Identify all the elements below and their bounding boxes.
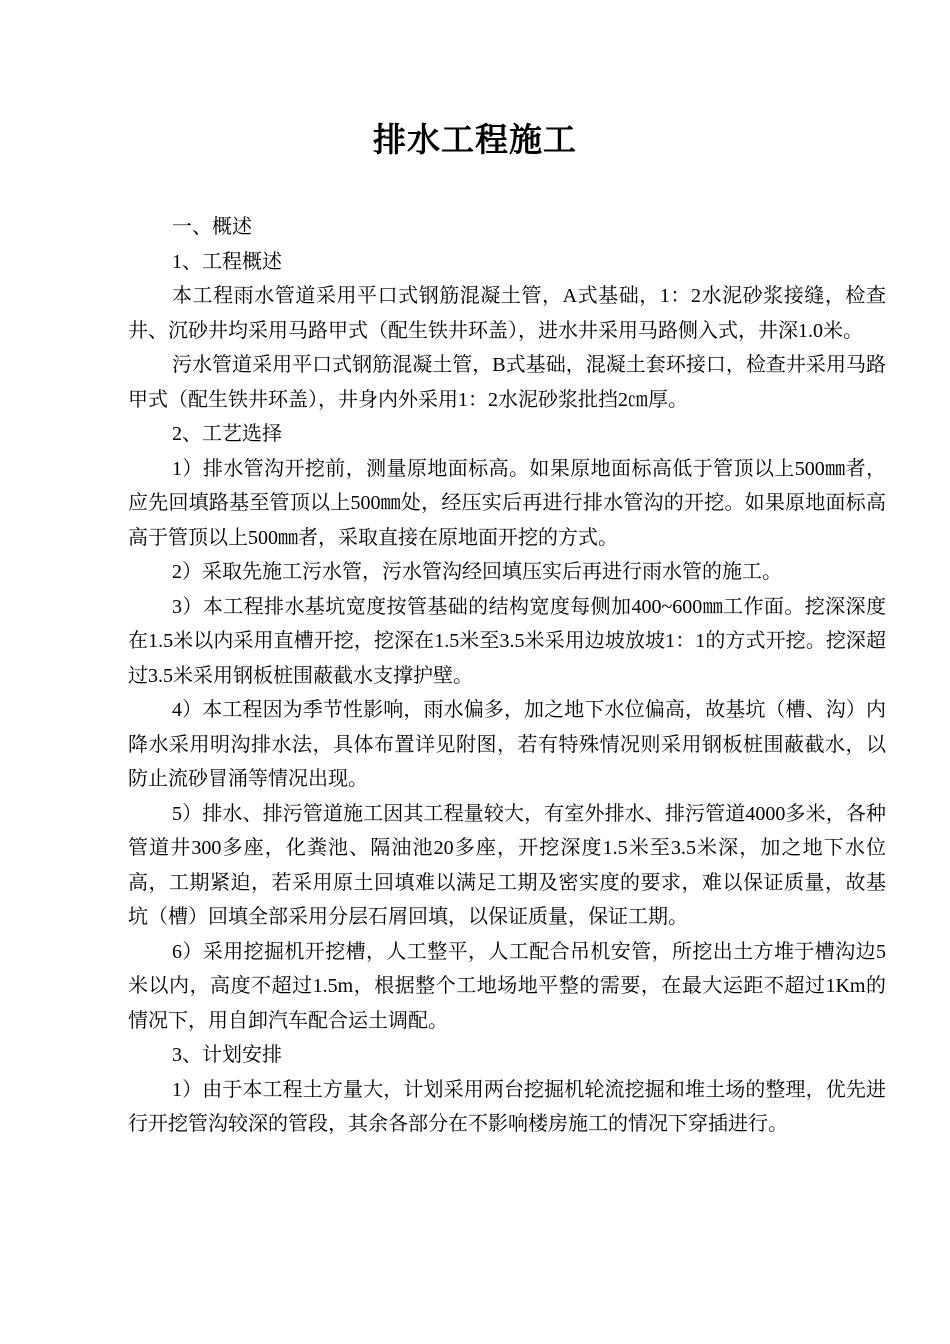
section-heading-overview: 一、概述	[172, 216, 252, 238]
list-item-process-2: 2）采取先施工污水管，污水管沟经回填压实后再进行雨水管的施工。	[172, 561, 782, 583]
subsection-heading-process-selection: 2、工艺选择	[172, 423, 282, 445]
list-item-process-1: 1）排水管沟开挖前，测量原地面标高。如果原地面标高低于管顶以上500㎜者，应先回填路基至管顶以上500㎜处，经压实后再进行排水管沟的开挖。如果原地面标高高于管顶以上500㎜者，采取直接在原地面开挖的方式。	[128, 457, 886, 549]
list-item-process-4: 4）本工程因为季节性影响，雨水偏多，加之地下水位偏高，故基坑（槽、沟）内降水采用明沟排水法，具体布置详见附图，若有特殊情况则采用钢板桩围蔽截水，以防止流砂冒涌等情况出现。	[128, 699, 886, 790]
list-item-process-6: 6）采用挖掘机开挖槽，人工整平，人工配合吊机安管，所挖出土方堆于槽沟边5米以内，高度不超过1.5m，根据整个工地场地平整的需要，在最大运距不超过1Km的情况下，用自卸汽车配合运土调配。	[128, 940, 886, 1032]
subsection-heading-project-overview: 1、工程概述	[172, 250, 282, 273]
document-body	[128, 210, 886, 1142]
list-item-process-3: 3）本工程排水基坑宽度按管基础的结构宽度每侧加400~600㎜工作面。挖深深度在1.5米以内采用直槽开挖，挖深在1.5米至3.5米采用边坡放坡1：1的方式开挖。挖深超过3.5米采用钢板桩围蔽截水支撑护壁。	[128, 595, 886, 687]
paragraph-sewage-pipe: 污水管道采用平口式钢筋混凝土管，B式基础，混凝土套环接口，检查井采用马路甲式（配生铁井环盖），井身内外采用1：2水泥砂浆批挡2㎝厚。	[128, 354, 886, 411]
list-item-process-5: 5）排水、排污管道施工因其工程量较大，有室外排水、排污管道4000多米，各种管道井300多座，化粪池、隔油池20多座，开挖深度1.5米至3.5米深，加之地下水位高，工期紧迫，若采用原土回填难以满足工期及密实度的要求，难以保证质量，故基坑（槽）回填全部采用分层石屑回填，以保证质量，保证工期。	[128, 802, 886, 928]
subsection-heading-plan: 3、计划安排	[172, 1044, 282, 1066]
document-title: 排水工程施工	[373, 120, 577, 159]
paragraph-rainwater-pipe: 本工程雨水管道采用平口式钢筋混凝土管，A式基础，1：2水泥砂浆接缝，检查井、沉砂井均采用马路甲式（配生铁井环盖），进水井采用马路侧入式，井深1.0米。	[128, 285, 886, 342]
list-item-plan-1: 1）由于本工程土方量大，计划采用两台挖掘机轮流挖掘和堆土场的整理，优先进行开挖管沟较深的管段，其余各部分在不影响楼房施工的情况下穿插进行。	[128, 1078, 886, 1135]
